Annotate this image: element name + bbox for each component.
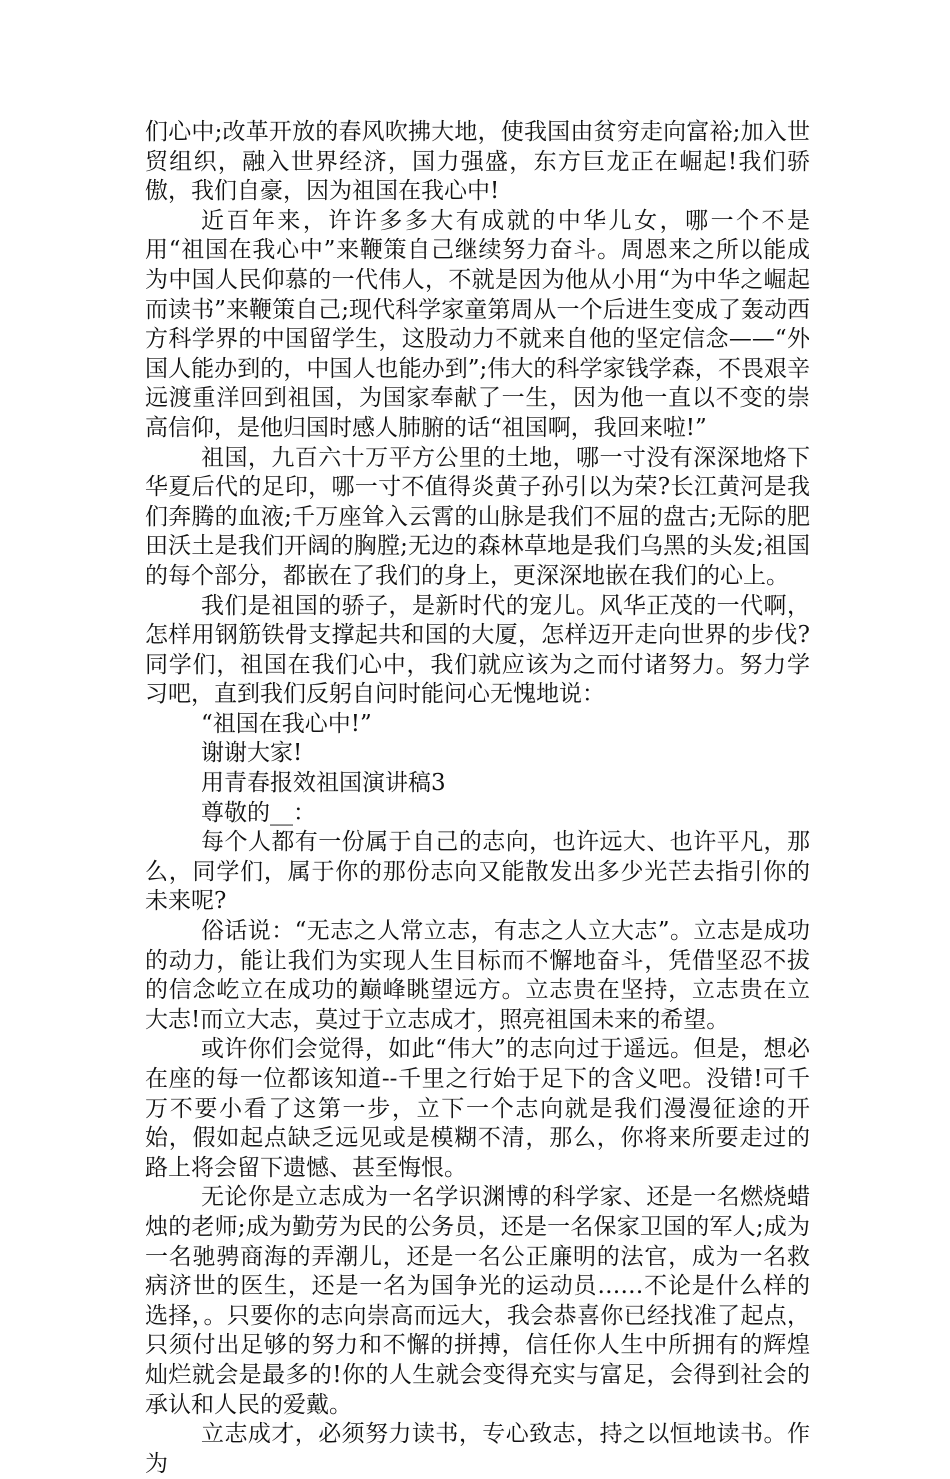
thanks-line: 谢谢大家! xyxy=(201,740,303,767)
paragraph-7: 或许你们会觉得，如此“伟大”的志向过于遥远。但是，想必在座的每一位都该知道--千里之行始于足下的含义吧。没错!可千万不要小看了这第一步，立下一个志向就是我们漫漫征途的开始，假如起点缺乏远见或是模糊不清，那么，你将来所要走过的路上将会留下遗憾、甚至悔恨。 xyxy=(145,1036,810,1181)
speech-title: 用青春报效祖国演讲稿3 xyxy=(201,770,446,797)
paragraph-3: 祖国，九百六十万平方公里的土地，哪一寸没有深深地烙下华夏后代的足印，哪一寸不值得炎黄子孙引以为荣?长江黄河是我们奔腾的血液;千万座耸入云霄的山脉是我们不屈的盘古;无际的肥田沃土是我们开阔的胸膛;无边的森林草地是我们乌黑的头发;祖国的每个部分，都嵌在了我们的身上，更深深地嵌在我们的心上。 xyxy=(145,444,810,589)
paragraph-5: 每个人都有一份属于自己的志向，也许远大、也许平凡，那么，同学们，属于你的那份志向又能散发出多少光芒去指引你的未来呢? xyxy=(145,829,810,915)
paragraph-6: 俗话说：“无志之人常立志，有志之人立大志”。立志是成功的动力，能让我们为实现人生目标而不懈地奋斗，凭借坚忍不拔的信念屹立在成功的巅峰眺望远方。立志贵在坚持，立志贵在立大志!而立大志，莫过于立志成才，照亮祖国未来的希望。 xyxy=(145,918,810,1033)
paragraph-9: 立志成才，必须努力读书，专心致志，持之以恒地读书。作为 xyxy=(145,1421,810,1477)
paragraph-1: 们心中;改革开放的春风吹拂大地，使我国由贫穷走向富裕;加入世贸组织，融入世界经济，国力强盛，东方巨龙正在崛起!我们骄傲，我们自豪，因为祖国在我心中! xyxy=(145,119,810,205)
paragraph-4: 我们是祖国的骄子，是新时代的宠儿。风华正茂的一代啊，怎样用钢筋铁骨支撑起共和国的大厦，怎样迈开走向世界的步伐?同学们，祖国在我们心中，我们就应该为之而付诸努力。努力学习吧，直到我们反躬自问时能问心无愧地说： xyxy=(145,592,810,708)
paragraph-2: 近百年来，许许多多大有成就的中华儿女，哪一个不是用“祖国在我心中”来鞭策自己继续努力奋斗。周恩来之所以能成为中国人民仰慕的一代伟人，不就是因为他从小用“为中华之崛起而读书”来鞭策自己;现代科学家童第周从一个后进生变成了轰动西方科学界的中国留学生，这股动力不就来自他的坚定信念——“外国人能办到的，中国人也能办到”;伟大的科学家钱学森，不畏艰辛远渡重洋回到祖国，为国家奉献了一生，因为他一直以不变的崇高信仰，是他归国时感人肺腑的话“祖国啊，我回来啦!” xyxy=(145,207,810,441)
document-page xyxy=(145,118,810,1479)
salutation: 尊敬的__： xyxy=(201,799,316,826)
paragraph-8: 无论你是立志成为一名学识渊博的科学家、还是一名燃烧蜡烛的老师;成为勤劳为民的公务员，还是一名保家卫国的军人;成为一名驰骋商海的弄潮儿，还是一名公正廉明的法官，成为一名救病济世的医生，还是一名为国争光的运动员……不论是什么样的选择，。只要你的志向崇高而远大，我会恭喜你已经找准了起点，只须付出足够的努力和不懈的拼搏，信任你人生中所拥有的辉煌灿烂就会是最多的!你的人生就会变得充实与富足，会得到社会的承认和人民的爱戴。 xyxy=(145,1184,810,1418)
quote-line: “祖国在我心中!” xyxy=(201,710,372,737)
